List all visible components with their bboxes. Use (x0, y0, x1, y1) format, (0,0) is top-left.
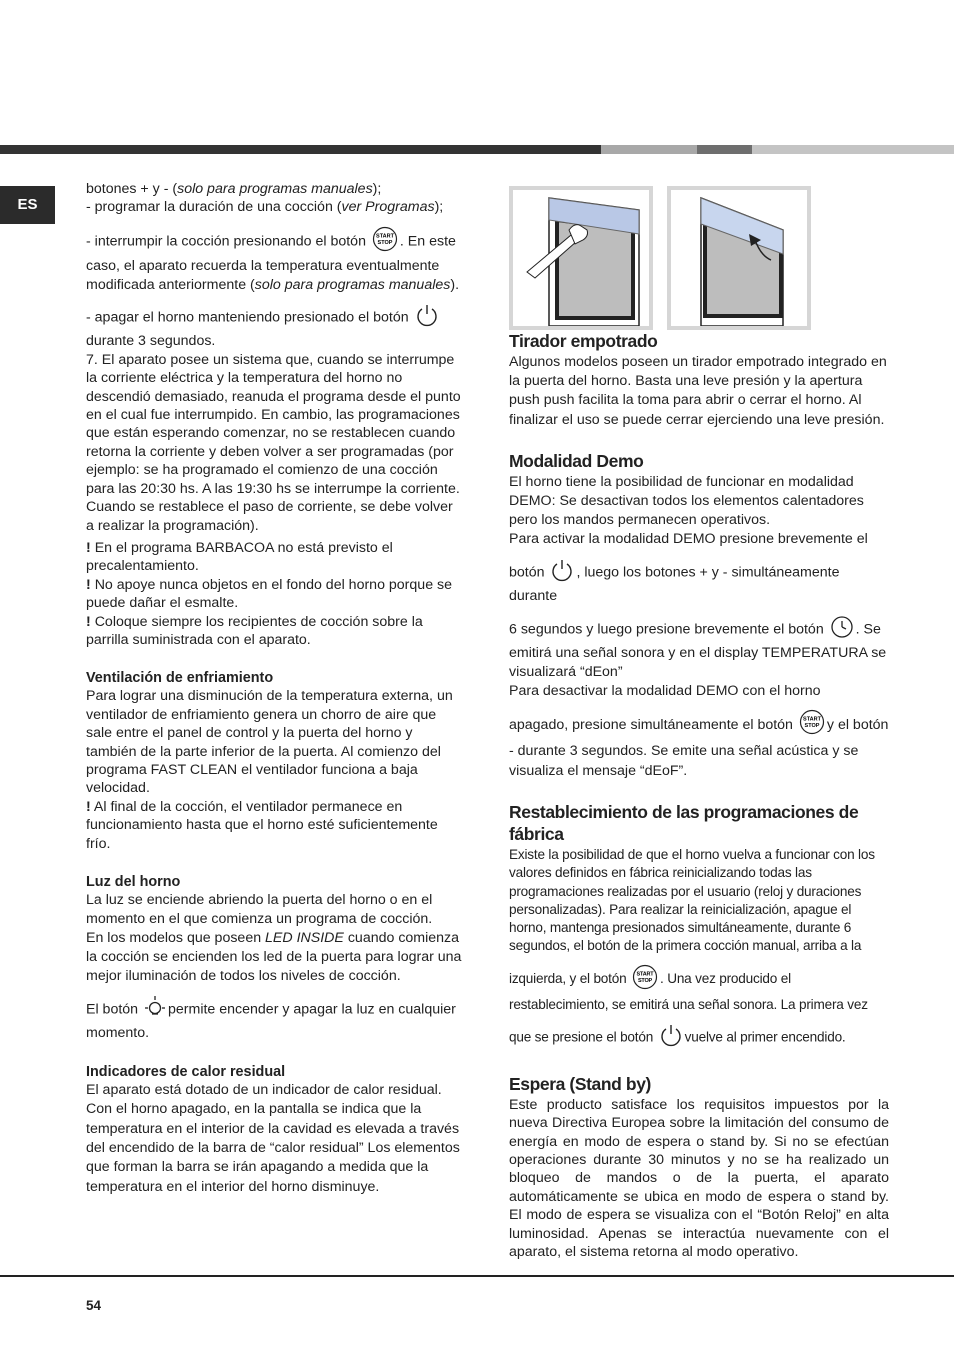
paragraph: Para activar la modalidad DEMO presione brevemente el (509, 531, 868, 548)
section-heading: Modalidad Demo (509, 450, 644, 471)
paragraph: 7. El aparato posee un sistema que, cuando se interrumpe la corriente eléctrica y la temperatura del horno no descendió demasiado, reanuda el programa desde el punto en el cual fue interrumpido. En cambio, las programaciones que están esperando comenzar, no se restablecen cuando retorna la corriente y deben volver a ser programadas (por ejemplo: se ha programado el comienzo de una cocción para las 20:30 hs. A las 19:30 hs se interrumpe la corriente. Cuando se restablece el paso de corriente, se debe volver a realizar la programación). (86, 351, 461, 534)
paragraph: - apagar el horno manteniendo presionado el botón durante 3 segundos. (86, 303, 464, 351)
page-number: 54 (86, 1298, 102, 1313)
section-heading: Luz del horno (86, 874, 181, 890)
paragraph: Existe la posibilidad de que el horno vuelva a funcionar con los valores definidos en fábrica reinicializando todas las programaciones realizadas por el usuario (reloj y duraciones personalizadas). Para realizar la reinicialización, apague el horno, mantenga presionados simultáneamente, durante 6 segundos, el botón de la primera cocción manual, arriba a la (509, 847, 875, 954)
power-icon (659, 1023, 683, 1052)
left-column (86, 180, 464, 1197)
section-heading: Ventilación de enfriamiento (86, 670, 274, 687)
paragraph: El aparato está dotado de un indicador de calor residual. Con el horno apagado, en la pantalla se indica que la temperatura en el interior de la cavidad es elevada a través del encendido de la barra de “calor residual” Los elementos que forman la barra se irán apagando a medida que la temperatura en el interior del horno disminuye. (86, 1081, 460, 1195)
start-label: START (802, 716, 821, 723)
section-heading: Espera (Stand by) (509, 1073, 651, 1094)
lamp-icon (144, 995, 166, 1024)
paragraph: 6 segundos y luego presione brevemente el botón . Se emitirá una señal sonora y en el display TEMPERATURA se visualizará “dEon” (509, 615, 889, 682)
section-heading: Restablecimiento de las programaciones de fábrica (509, 802, 859, 845)
paragraph: - programar la duración de una cocción (ver Programas); (86, 199, 444, 216)
paragraph: El horno tiene la posibilidad de funcionar en modalidad DEMO: Se desactivan todos los elementos calentadores pero los mandos permanecen operativos. (509, 473, 864, 529)
door-open-figure (667, 186, 811, 330)
header-bar-dark (0, 145, 601, 154)
paragraph: botón , luego los botones + y - simultáneamente durante (509, 558, 889, 606)
start-stop-icon (372, 226, 398, 257)
paragraph: Para lograr una disminución de la temperatura externa, un ventilador de enfriamiento genera un chorro de aire que sale entre el panel de control y la puerta del horno y también de la parte inferior de la puerta. Al comienzo del programa FAST CLEAN el ventilador funciona a baja velocidad. (86, 688, 453, 797)
paragraph: que se presione el botón vuelve al primer encendido. (509, 1023, 889, 1052)
start-label: START (375, 233, 394, 240)
paragraph: Este producto satisface los requisitos impuestos por la nueva Directiva Europea sobre la limitación del consumo de energía en modo de espera o stand by. Si no se efectúan operaciones durante 30 minutos y no se ha realizado un bloqueo de mandos o de la puerta, el aparato automáticamente se ubica en modo de espera o stand by. El modo de espera se visualiza con el “Botón Reloj” en alta luminosidad. Apenas se interactúa nuevamente con el aparato, el sistema retorna al modo operativo. (509, 1096, 889, 1261)
warning: ! Coloque siempre los recipientes de cocción sobre la parrilla suministrada con el aparato. (86, 613, 423, 648)
clock-icon (830, 615, 854, 645)
warning: ! En el programa BARBACOA no está previsto el precalentamiento. (86, 539, 393, 575)
warning: ! No apoye nunca objetos en el fondo del horno porque se puede dañar el esmalte. (86, 576, 453, 612)
header-bar-pale (752, 145, 954, 154)
paragraph: Algunos modelos poseen un tirador empotrado integrado en la puerta del horno. Basta una leve presión y la apertura push push facilita la toma para abrir o cerrar el horno. Al finalizar el uso se puede cerrar ejerciendo una leve presión. (509, 354, 887, 428)
power-icon (550, 558, 574, 587)
start-label: START (636, 971, 654, 978)
power-icon (415, 303, 439, 332)
stop-label: STOP (377, 239, 393, 246)
paragraph: En los modelos que poseen LED INSIDE cuando comienza la cocción se encienden los led de la puerta para lograr una mejor iluminación de todos los niveles de cocción. (86, 930, 462, 984)
header-bar-light (601, 145, 697, 154)
stop-label: STOP (804, 723, 820, 730)
section-heading: Tirador empotrado (509, 331, 658, 351)
footer-rule (0, 1275, 954, 1277)
section-heading: Indicadores de calor residual (86, 1063, 286, 1080)
start-stop-icon (632, 964, 658, 995)
language-tab: ES (0, 186, 55, 224)
paragraph: El botón permite encender y apagar la luz en cualquier momento. (86, 995, 464, 1043)
start-stop-icon (799, 709, 825, 742)
right-column (509, 330, 889, 1262)
paragraph: La luz se enciende abriendo la puerta del horno o en el momento en el que comienza un programa de cocción. (86, 892, 433, 927)
paragraph: apagado, presione simultáneamente el botón START STOP y el botón - durante 3 segundos. Se emite una señal acústica y se visualiza el mensaje “dEoF”. (509, 709, 889, 781)
paragraph: izquierda, y el botón START STOP . Una vez producido el restablecimiento, se emitirá una señal sonora. La primera vez (509, 964, 889, 1014)
stop-label: STOP (638, 978, 653, 985)
paragraph: botones + y - (solo para programas manuales); (86, 181, 382, 197)
door-push-figure (509, 186, 653, 330)
header-bar-mid (697, 145, 752, 154)
paragraph: Para desactivar la modalidad DEMO con el horno (509, 683, 821, 700)
paragraph: - interrumpir la cocción presionando el botón START STOP . En este caso, el aparato recuerda la temperatura eventualmente modificada anteriormente (solo para programas manuales). (86, 226, 464, 294)
warning: ! Al final de la cocción, el ventilador permanece en funcionamiento hasta que el horno esté suficientemente frío. (86, 798, 438, 852)
